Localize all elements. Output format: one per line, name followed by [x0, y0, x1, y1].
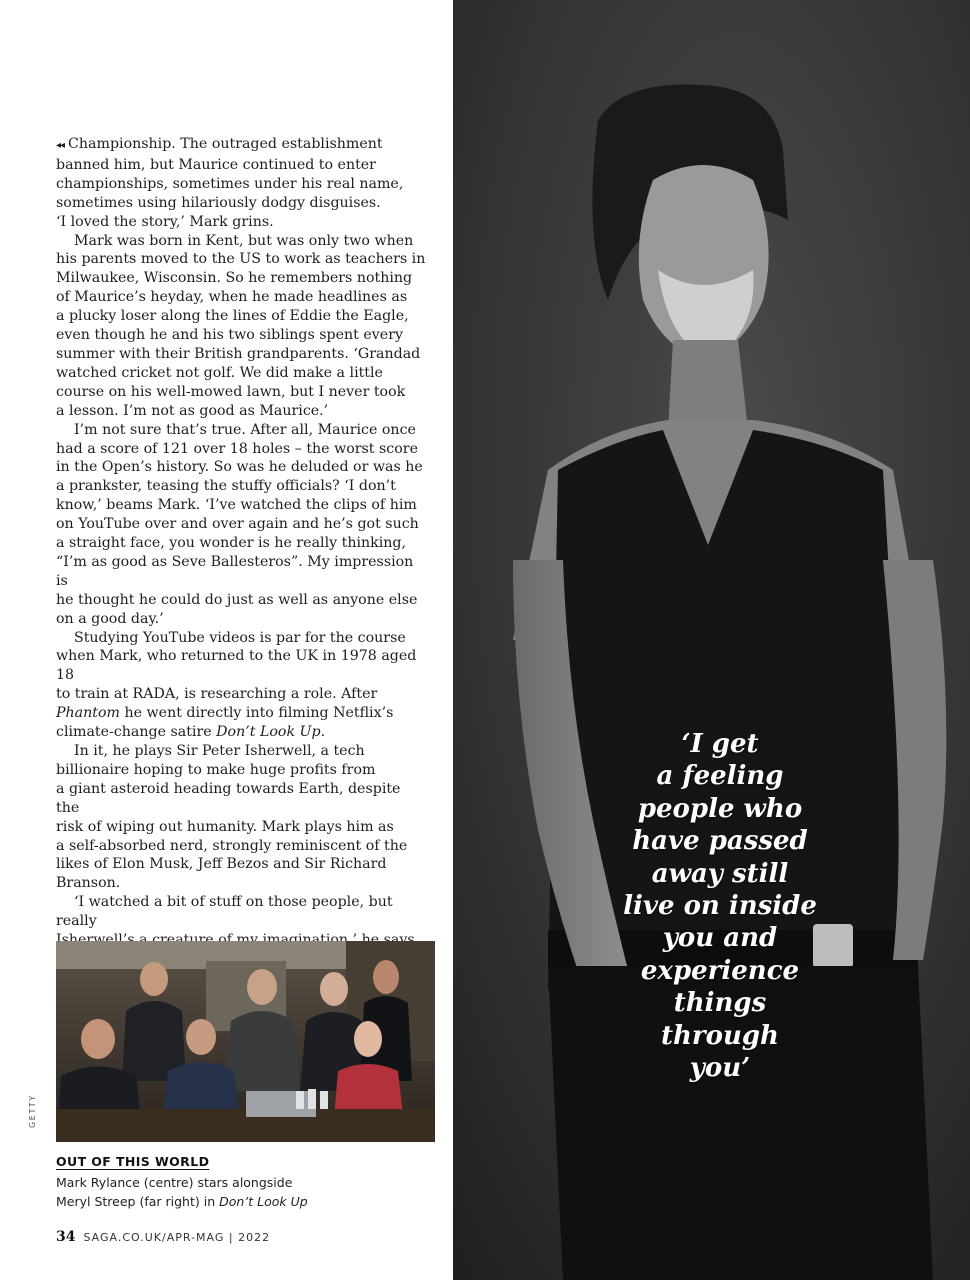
article-paragraph: In it, he plays Sir Peter Isherwell, a tech billionaire hoping to make huge profits from a giant asteroid heading towards Earth, despite the risk of wiping out humanity. Mark plays him as a self-absorbed nerd, strongly reminiscent of the likes of Elon Musk, Jeff Bezos and Sir Richard Branson. — [56, 743, 408, 892]
article-paragraph: ‘I watched a bit of stuff on those people, but really — [56, 894, 393, 930]
movie-still-photo — [56, 941, 435, 1142]
film-title: Phantom — [56, 705, 120, 722]
page-number: 34 — [56, 1229, 76, 1245]
pull-quote: ‘I get a feeling people who have passed away still live on inside you and experience things through you’ — [623, 729, 817, 1084]
film-title: Don’t Look Up — [219, 1194, 308, 1209]
article-paragraph — [56, 629, 428, 742]
portrait-illustration — [453, 0, 970, 1280]
article-body — [56, 135, 428, 1007]
footer-meta: SAGA.CO.UK/APR-MAG | 2022 — [83, 1231, 271, 1244]
movie-still-illustration — [56, 941, 435, 1142]
caption-line — [56, 1192, 416, 1211]
article-text: Championship. The outraged establishment banned him, but Maurice continued to enter championships, sometimes under his real name, sometimes using hilariously dodgy disguises. ‘I loved the story,’ Mark grins. — [56, 136, 404, 230]
continued-arrow-icon: ◂◂ — [56, 140, 65, 151]
article-text: Studying YouTube videos is par for the course when Mark, who returned to the UK in 1978 aged 18 to train at RADA, is researching a role. After — [56, 629, 417, 703]
page-footer — [56, 1228, 270, 1246]
caption-heading: OUT OF THIS WORLD — [56, 1154, 210, 1169]
article-paragraph — [56, 135, 428, 232]
article-paragraph: Mark was born in Kent, but was only two when his parents moved to the US to work as teachers in Milwaukee, Wisconsin. So he remembers nothing of Maurice’s heyday, when he made headlines as a plucky loser along the lines of Eddie the Eagle, even though he and his two siblings spent every summer with their British grandparents. ‘Grandad watched cricket not golf. We did make a little course on his well-mowed lawn, but I never took a lesson. I’m not as good as Maurice.’ — [56, 232, 426, 419]
article-text: . — [320, 724, 326, 741]
photo-caption — [56, 1173, 416, 1211]
caption-line: Mark Rylance (centre) stars alongside — [56, 1175, 293, 1190]
caption-text: Meryl Streep (far right) in — [56, 1194, 220, 1209]
article-paragraph: I’m not sure that’s true. After all, Maurice once had a score of 121 over 18 holes – the worst score in the Open’s history. So was he deluded or was he a prankster, teasing the stuffy officials? ‘I don’t know,’ beams Mark. ‘I’ve watched the clips of him on YouTube over and over again and he’s got such a straight face, you wonder is he really thinking, “I’m as good as Seve Ballesteros”. My impression is he thought he could do just as well as anyone else on a good day.’ — [56, 421, 423, 627]
portrait-photo — [453, 0, 970, 1280]
article-text: he went directly into filming Netflix’s climate-change satire — [56, 705, 394, 741]
photo-credit: GETTY — [28, 1094, 37, 1128]
film-title: Don’t Look Up — [216, 724, 321, 741]
